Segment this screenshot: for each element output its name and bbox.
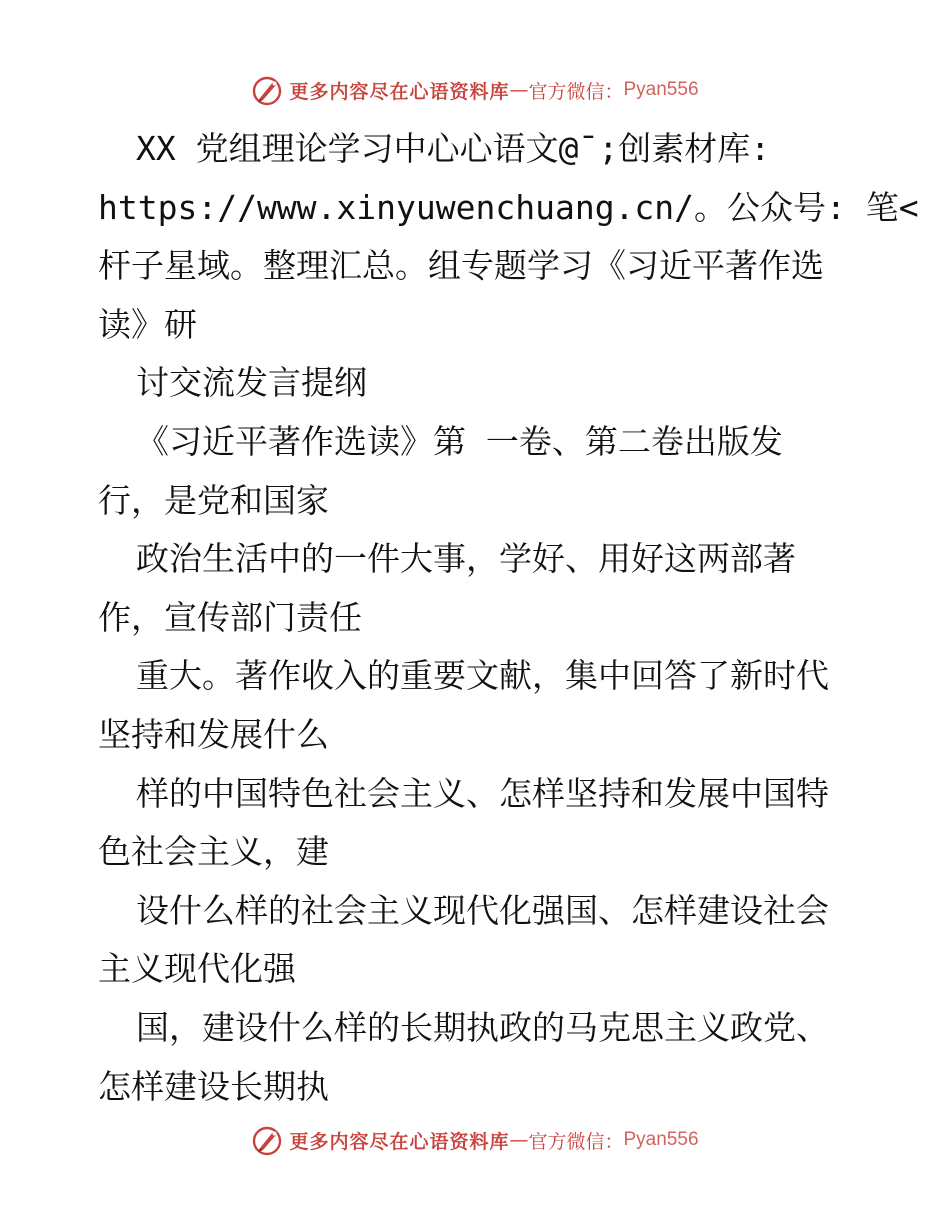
body-line: 政治生活中的一件大事，学好、用好这两部著 bbox=[136, 539, 796, 579]
banner-dash: — bbox=[509, 1129, 529, 1151]
banner-wechat-handle: Pyan556 bbox=[623, 79, 699, 100]
body-line: 设什么样的社会主义现代化强国、怎样建设社会 bbox=[136, 890, 829, 930]
body-line: 色社会主义，建 bbox=[98, 832, 329, 872]
footer-watermark-banner bbox=[0, 1120, 950, 1160]
document-body bbox=[98, 120, 919, 1116]
body-line: 主义现代化强 bbox=[98, 949, 296, 989]
body-line: 行，是党和国家 bbox=[98, 480, 329, 520]
banner-wechat-label: 官方微信： bbox=[528, 1130, 624, 1153]
banner-dash: — bbox=[509, 79, 529, 101]
banner-brand-text: 更多内容尽在心语资料库 bbox=[289, 80, 510, 103]
header-watermark-banner bbox=[0, 70, 950, 110]
body-line: 国，建设什么样的长期执政的马克思主义政党、 bbox=[136, 1007, 829, 1047]
body-line: 坚持和发展什么 bbox=[98, 714, 329, 754]
body-line: 样的中国特色社会主义、怎样坚持和发展中国特 bbox=[136, 773, 829, 813]
body-line: 重大。著作收入的重要文献，集中回答了新时代 bbox=[136, 656, 829, 696]
banner-wechat-label: 官方微信： bbox=[528, 80, 624, 103]
body-line: 作，宣传部门责任 bbox=[98, 597, 362, 637]
quill-pen-logo-icon bbox=[251, 1124, 283, 1156]
body-line: XX 党组理论学习中心心语文@¯;创素材库: bbox=[136, 129, 771, 168]
body-line: https://www.xinyuwenchuang.cn/。公众号: 笔< bbox=[98, 187, 919, 227]
body-line: 讨交流发言提纲 bbox=[136, 363, 367, 403]
body-line: 《习近平著作选读》第 一卷、第二卷出版发 bbox=[136, 421, 783, 461]
body-line: 杆子星域。整理汇总。组专题学习《习近平著作选 bbox=[98, 246, 824, 286]
banner-wechat-handle: Pyan556 bbox=[623, 1129, 699, 1150]
body-line: 读》研 bbox=[98, 304, 197, 344]
banner-brand-text: 更多内容尽在心语资料库 bbox=[289, 1130, 510, 1153]
body-line: 怎样建设长期执 bbox=[98, 1066, 329, 1106]
quill-pen-logo-icon bbox=[251, 74, 283, 106]
